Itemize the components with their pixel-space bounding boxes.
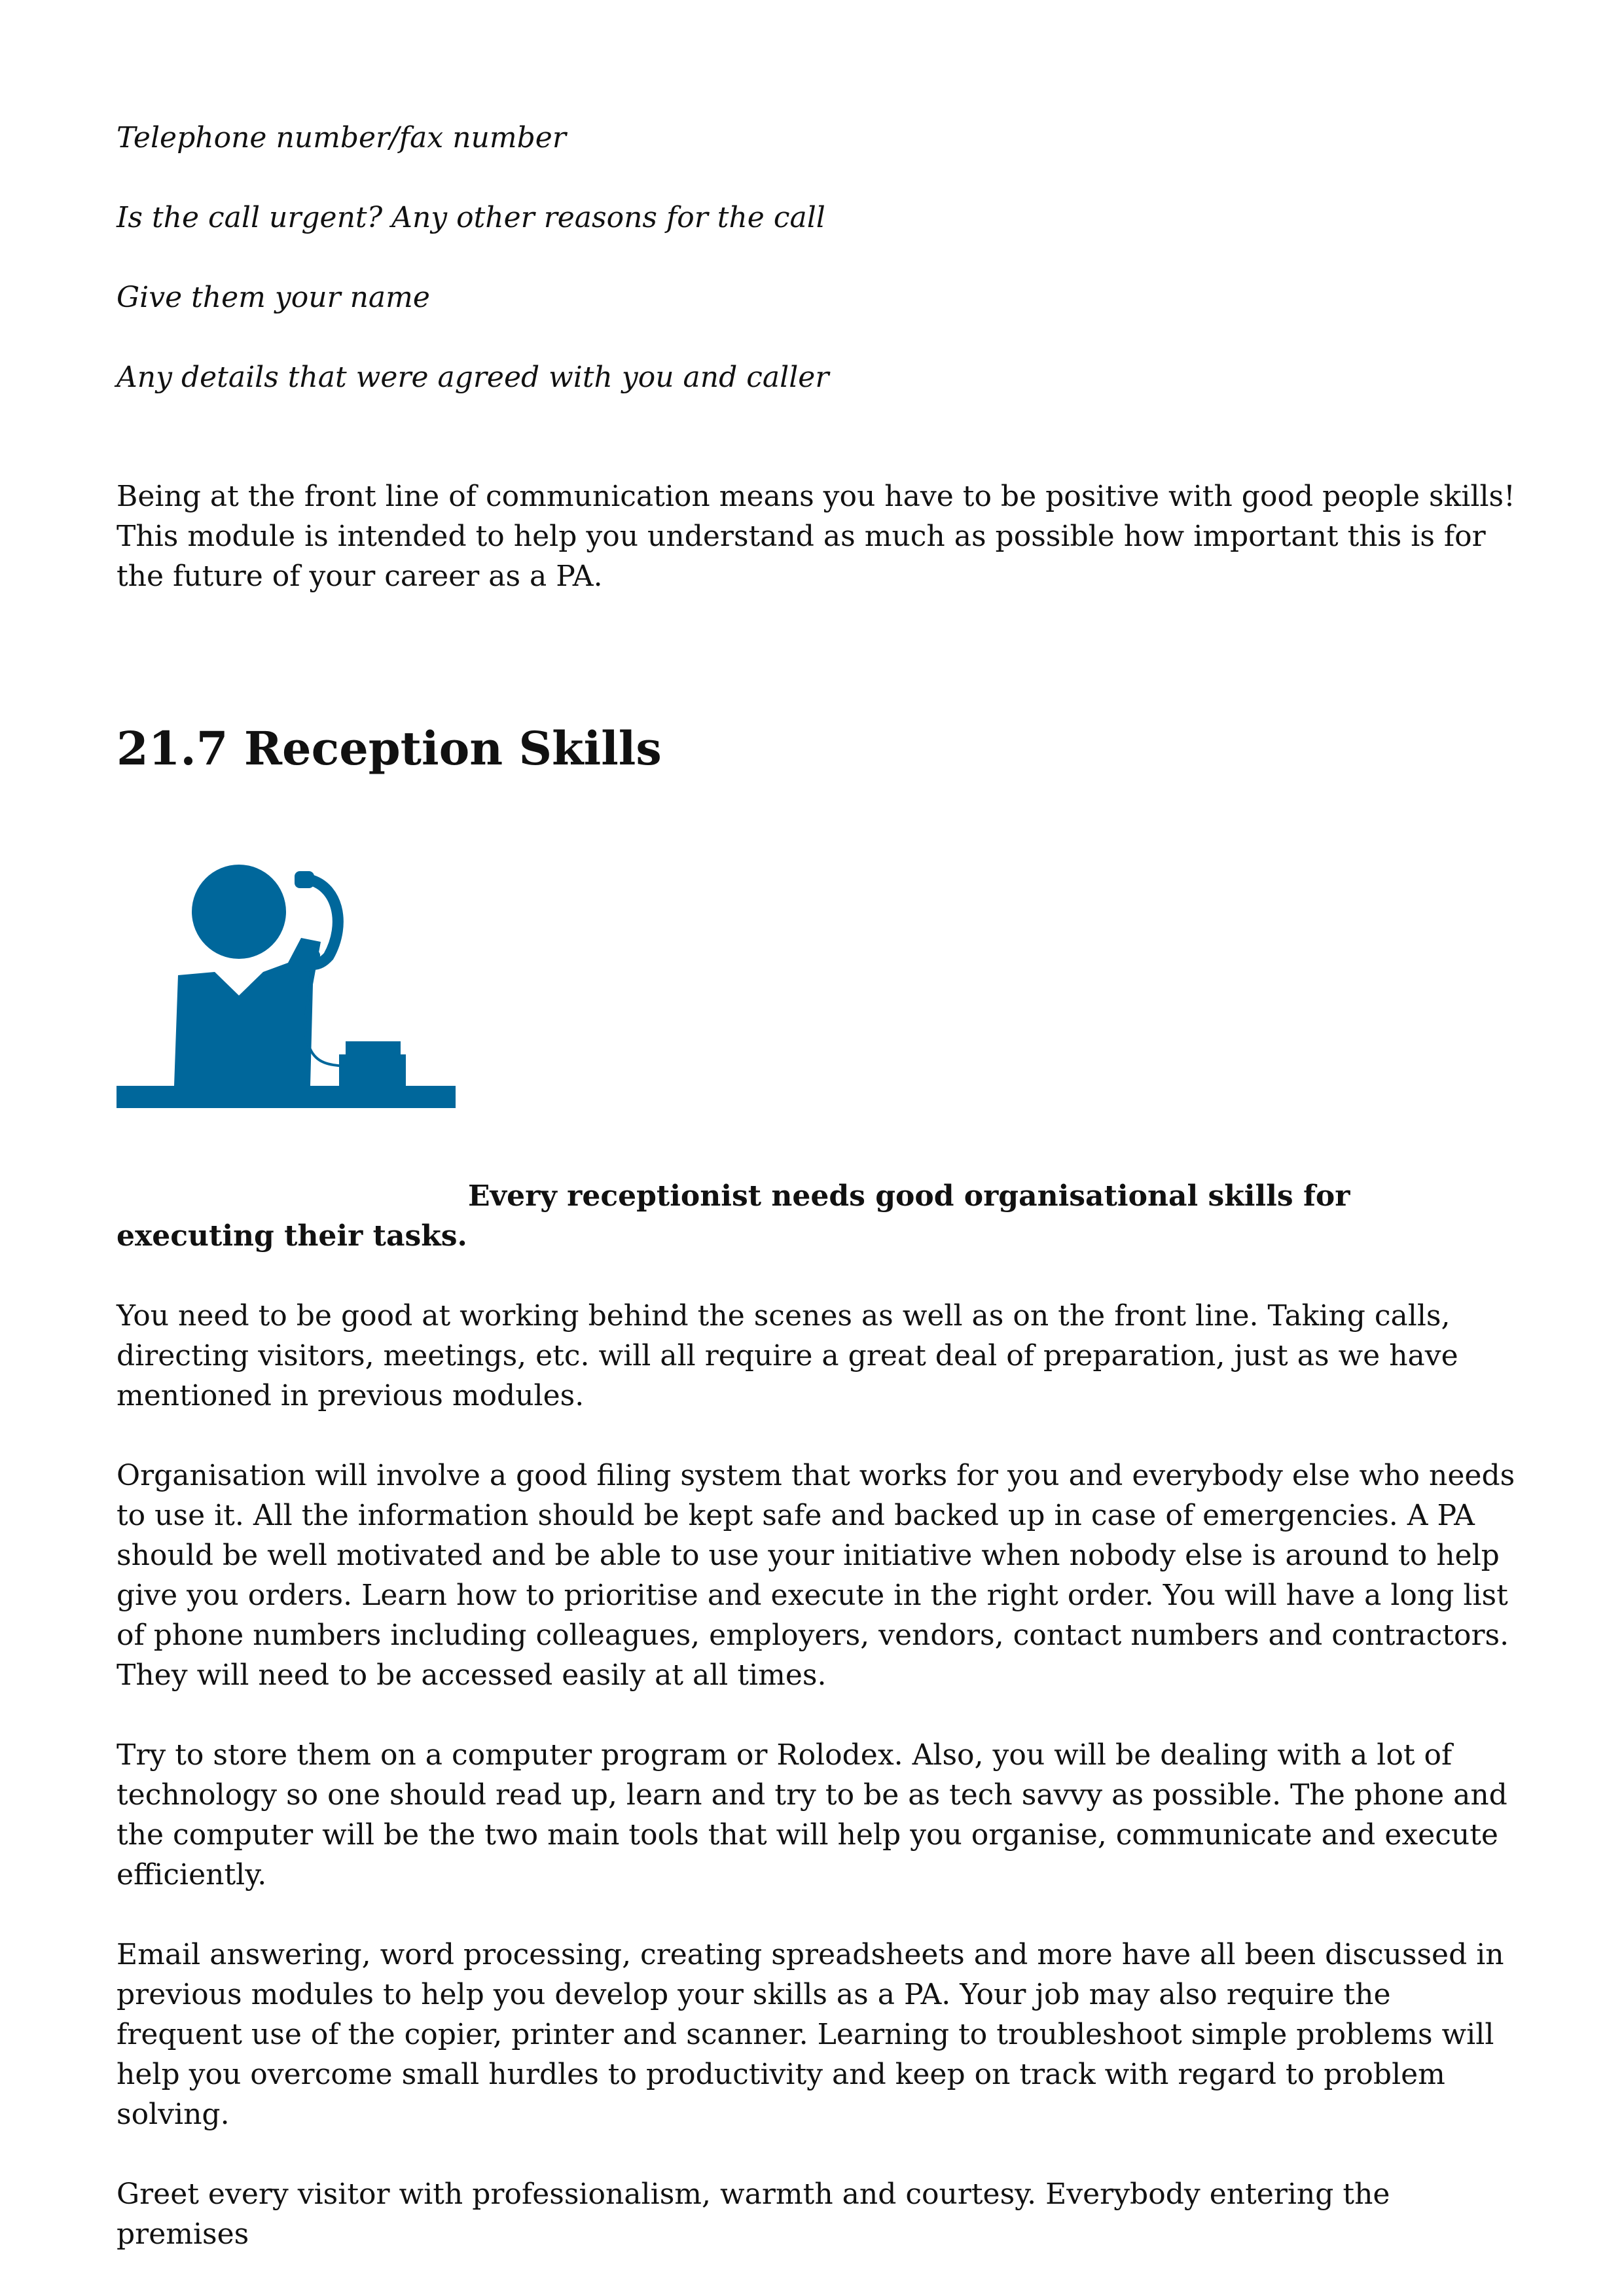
- person-head: [192, 865, 286, 959]
- phone-base: [339, 1054, 406, 1086]
- checklist-item-urgency: Is the call urgent? Any other reasons for the call: [117, 201, 825, 234]
- handset-earpiece: [295, 871, 314, 888]
- section-heading: 21.7 Reception Skills: [117, 721, 662, 776]
- paragraph-technology: Try to store them on a computer program or Rolodex. Also, you will be dealing with a lot of technology so one should read up, learn and try to be as tech savvy as possible. The phone and the computer will be the two main tools that will help you organise, communicate and execute efficiently.: [117, 1738, 1507, 1892]
- paragraph-behind-scenes: You need to be good at working behind the scenes as well as on the front line. Taking calls, directing visitors, meetings, etc. will all require a great deal of preparation, just as we have mentioned in previous modules.: [117, 1299, 1458, 1412]
- receptionist-on-phone-icon: [117, 865, 456, 1113]
- phone-base-top: [346, 1041, 401, 1056]
- person-body: [174, 961, 313, 1086]
- intro-paragraph: Being at the front line of communication means you have to be positive with good people skills! This module is intended to help you understand as much as possible how important this is for the future of your career as a PA.: [117, 480, 1515, 593]
- paragraph-greeting: Greet every visitor with professionalism, warmth and courtesy. Everybody entering the premises: [117, 2178, 1390, 2251]
- document-page: [117, 118, 1517, 2254]
- checklist-item-name: Give them your name: [117, 281, 430, 314]
- checklist-item-phone: Telephone number/fax number: [117, 121, 566, 154]
- checklist-item-details: Any details that were agreed with you and caller: [117, 361, 829, 394]
- paragraph-organisation: Organisation will involve a good filing system that works for you and everybody else who needs to use it. All the information should be kept safe and backed up in case of emergencies. A PA should be well motivated and be able to use your initiative when nobody else is around to help give you orders. Learn how to prioritise and execute in the right order. You will have a long list of phone numbers including colleagues, employers, vendors, contact numbers and contractors. They will need to be accessed easily at all times.: [117, 1459, 1515, 1692]
- desk: [117, 1086, 456, 1108]
- paragraph-office-tools: Email answering, word processing, creating spreadsheets and more have all been discussed in previous modules to help you develop your skills as a PA. Your job may also require the frequent use of the copier, printer and scanner. Learning to troubleshoot simple problems will help you overcome small hurdles to productivity and keep on track with regard to problem solving.: [117, 1938, 1504, 2131]
- section-lead: Every receptionist needs good organisational skills for executing their tasks.: [117, 1179, 1350, 1253]
